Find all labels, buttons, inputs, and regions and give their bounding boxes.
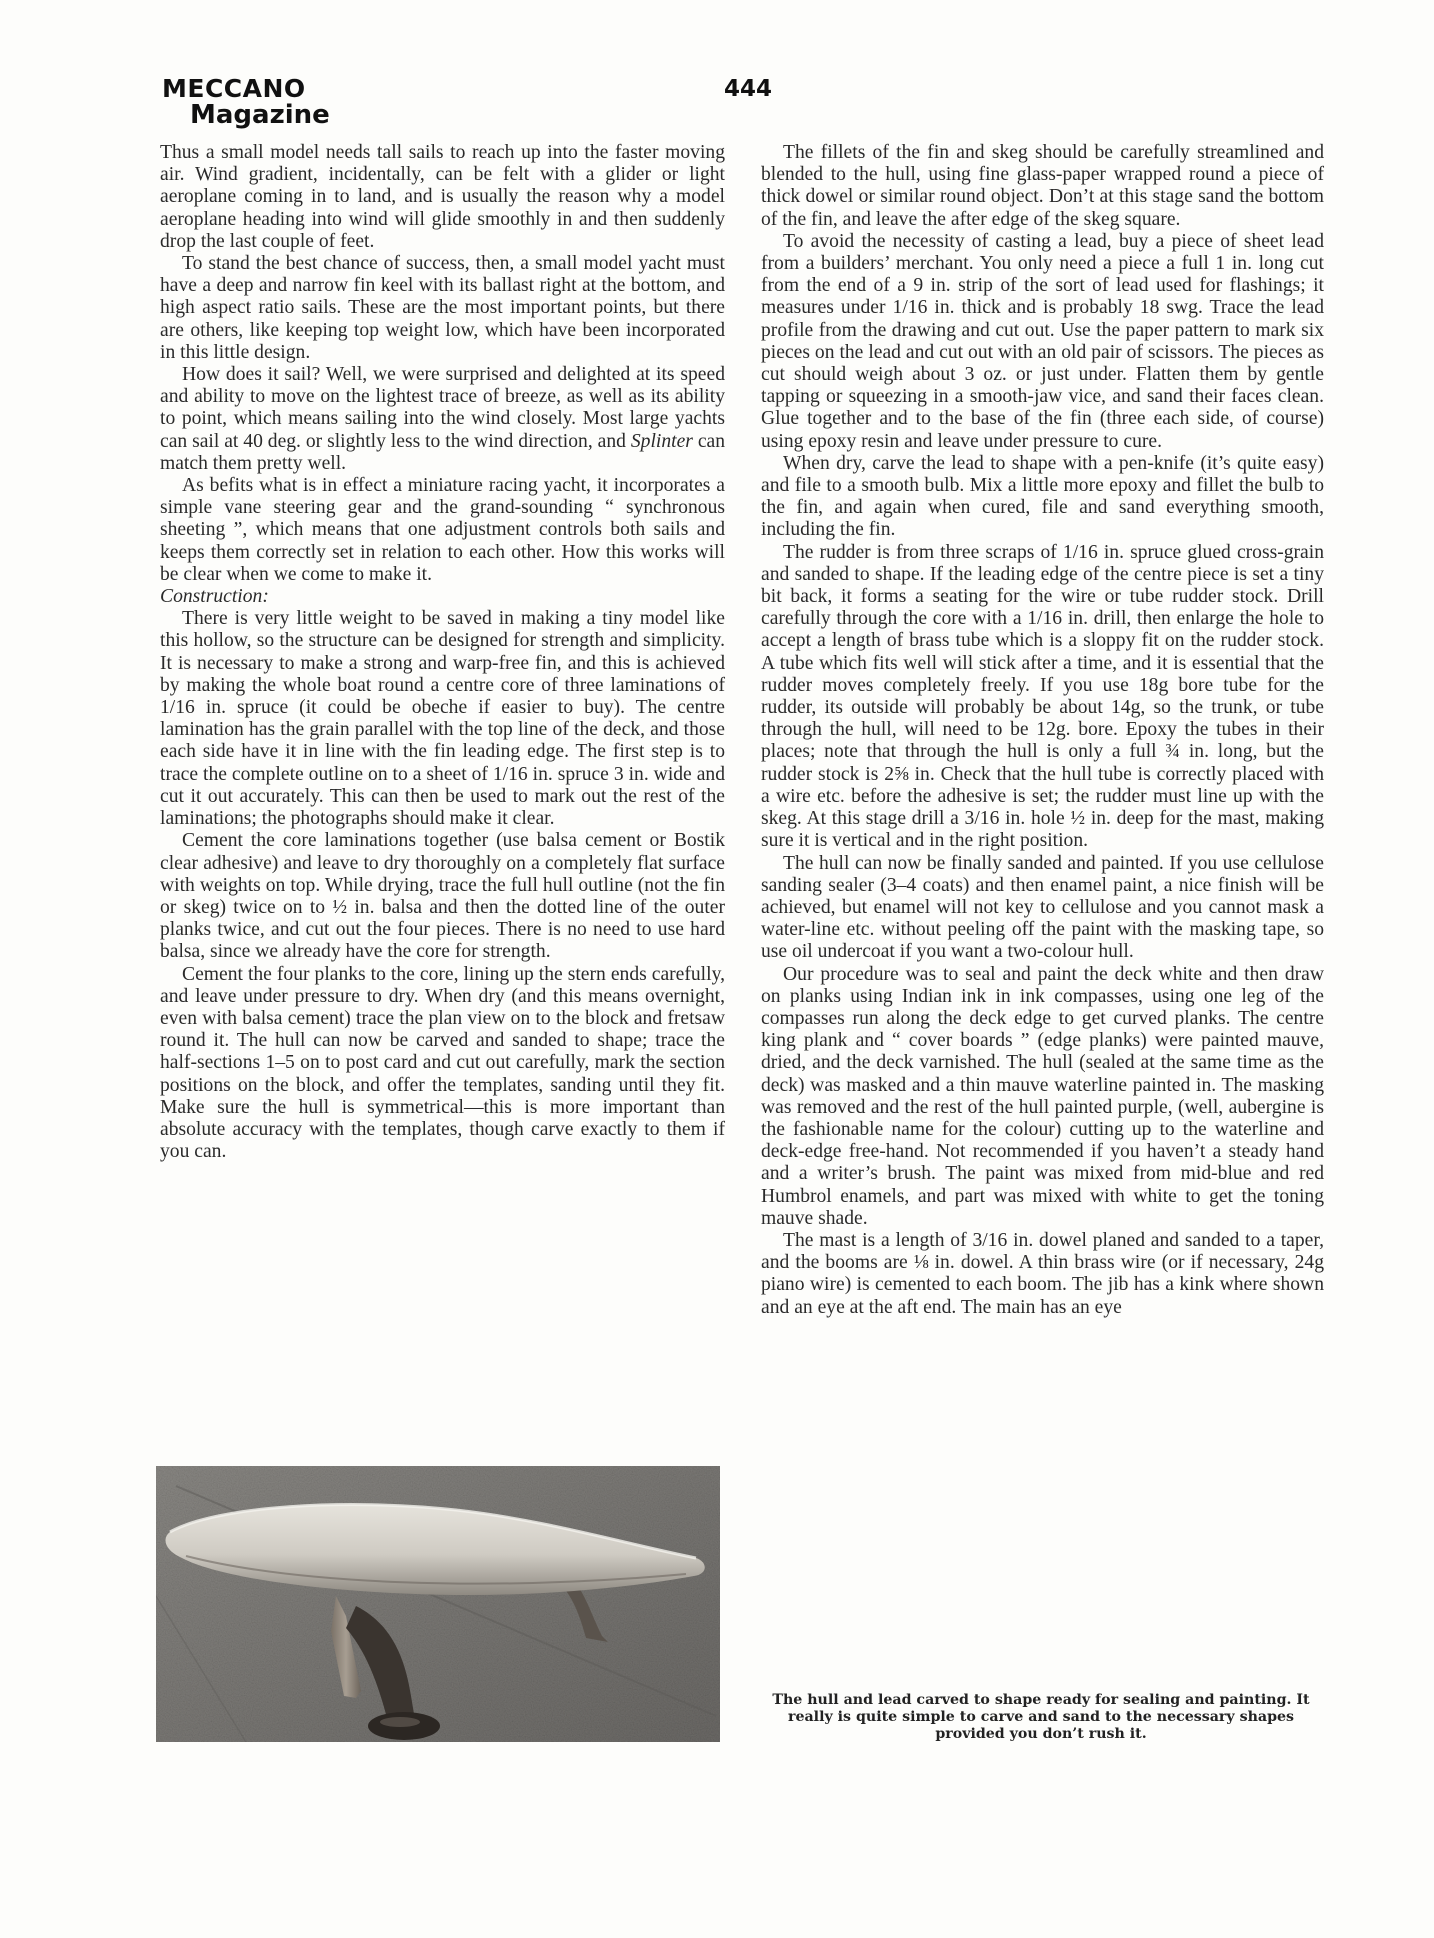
masthead (162, 76, 330, 130)
yacht-name: Splinter (630, 430, 693, 452)
page-number: 444 (724, 76, 773, 102)
masthead-subtitle: Magazine (190, 100, 330, 131)
paragraph: The hull can now be finally sanded and painted. If you use cellulose sanding sealer (3–4 coats) and then enamel paint, a nice finish will be achieved, but enamel will not key to cellulose and you cannot mask a water-line etc. without peeling off the paint with the masking tape, so use oil undercoat if you want a two-colour hull. (761, 852, 1324, 963)
paragraph (160, 364, 725, 475)
paragraph: The rudder is from three scraps of 1/16 in. spruce glued cross-grain and sanded to shape. If the leading edge of the centre piece is set a tiny bit back, it forms a seating for the wire or tube rudder stock. Drill carefully through the core with a 1/16 in. drill, then enlarge the hole to accept a length of brass tube which is a sloppy fit on the rudder stock. A tube which fits well will stick after a time, and it is essential that the rudder moves completely freely. If you use 18g bore tube for the rudder, its outside will probably be about 14g, so the trunk, or tube through the hull, will need to be 12g. bore. Epoxy the tubes in their places; note that through the hull is only a full ¾ in. long, but the rudder stock is 2⅝ in. Check that the hull tube is correctly placed with a wire etc. before the adhesive is set; the rudder must line up with the skeg. At this stage drill a 3/16 in. hole ½ in. deep for the mast, making sure it is vertical and in the right position. (761, 541, 1324, 852)
paragraph: Our procedure was to seal and paint the deck white and then draw on planks using Indian ink in ink compasses, using one leg of the compasses run along the deck edge to get curved planks. The centre king plank and “ cover boards ” (edge planks) were painted mauve, dried, and the deck varnished. The hull (sealed at the same time as the deck) was masked and a thin mauve waterline painted in. The masking was removed and the rest of the hull painted purple, (well, aubergine is the fashionable name for the colour) cutting up to the waterline and deck-edge free-hand. Not recommended if you haven’t a steady hand and a writer’s brush. The paint was mixed from mid-blue and red Humbrol enamels, and part was mixed with white to get the toning mauve shade. (761, 963, 1324, 1229)
hull-photo-image (156, 1466, 720, 1742)
paragraph: Cement the four planks to the core, lining up the stern ends carefully, and leave under pressure to dry. When dry (and this means overnight, even with balsa cement) trace the plan view on to the block and fretsaw round it. The hull can now be carved and sanded to shape; trace the half-sections 1–5 on to post card and cut out carefully, mark the section positions on the block, and offer the templates, sanding until they fit. Make sure the hull is symmetrical—this is more important than absolute accuracy with the templates, though carve exactly to them if you can. (160, 963, 725, 1163)
paragraph: The fillets of the fin and skeg should be carefully streamlined and blended to the hull, using fine glass-paper wrapped round a piece of thick dowel or similar round object. Don’t at this stage sand the bottom of the fin, and leave the after edge of the skeg square. (761, 142, 1324, 230)
paragraph: When dry, carve the lead to shape with a pen-knife (it’s quite easy) and file to a smooth bulb. Mix a little more epoxy and fillet the bulb to the fin, and again when cured, file and sand everything smooth, including the fin. (761, 452, 1324, 541)
photo-caption: The hull and lead carved to shape ready for sealing and painting. It really is quite simple to carve and sand to the necessary shapes provided you don’t rush it. (772, 1692, 1310, 1742)
right-column (761, 142, 1324, 1319)
paragraph: Thus a small model needs tall sails to reach up into the faster moving air. Wind gradient, incidentally, can be felt with a glider or light aeroplane coming in to land, and is usually the reason why a model aeroplane heading into wind will glide smoothly in and then suddenly drop the last couple of feet. (160, 142, 725, 252)
paragraph: There is very little weight to be saved in making a tiny model like this hollow, so the structure can be designed for strength and simplicity. It is necessary to make a strong and warp-free fin, and this is achieved by making the whole boat round a centre core of three laminations of 1/16 in. spruce (it could be obeche if easier to buy). The centre lamination has the grain parallel with the top line of the deck, and those each side have it in line with the fin leading edge. The first step is to trace the complete outline on to a sheet of 1/16 in. spruce 3 in. wide and cut it out accurately. This can then be used to mark out the rest of the laminations; the photographs should make it clear. (160, 608, 725, 830)
paragraph: The mast is a length of 3/16 in. dowel planed and sanded to a taper, and the booms are ⅛ in. dowel. A thin brass wire (or if necessary, 24g piano wire) is cemented to each boom. The jib has a kink where shown and an eye at the aft end. The main has an eye (761, 1229, 1324, 1318)
masthead-title: MECCANO (162, 74, 306, 103)
text-run: How does it sail? Well, we were surprised and delighted at its speed and ability to move on the lightest trace of breeze, as well as its ability to point, which means sailing into the wind closely. Most large yachts can sail at 40 deg. or slightly less to the wind direction, and (160, 364, 725, 452)
left-column (160, 142, 725, 1163)
paragraph: To avoid the necessity of casting a lead, buy a piece of sheet lead from a builders’ merchant. You only need a piece a full 1 in. long cut from the end of a 9 in. strip of the sort of lead used for flashings; it measures under 1/16 in. thick and is probably 18 swg. Trace the lead profile from the drawing and cut out. Use the paper pattern to mark six pieces on the lead and cut out with an old pair of scissors. The pieces as cut should weigh about 3 oz. or just under. Flatten them by gentle tapping or squeezing in a smooth-jaw vice, and sand their faces clean. Glue together and to the base of the fin (three each side, of course) using epoxy resin and leave under pressure to cure. (761, 230, 1324, 452)
paragraph: To stand the best chance of success, then, a small model yacht must have a deep and narrow fin keel with its ballast right at the bottom, and high aspect ratio sails. These are the most important points, but there are others, like keeping top weight low, which have been incorporated in this little design. (160, 253, 725, 363)
text-run: can match them pretty well. (160, 430, 726, 474)
section-heading: Construction: (160, 586, 269, 608)
paragraph: As befits what is in effect a miniature racing yacht, it incorporates a simple vane steering gear and the grand-sounding “ synchronous sheeting ”, which means that one adjustment controls both sails and keeps them correctly set in relation to each other. How this works will be clear when we come to make it. (160, 475, 725, 585)
hull-photo (156, 1466, 720, 1742)
paragraph: Cement the core laminations together (use balsa cement or Bostik clear adhesive) and leave to dry thoroughly on a completely flat surface with weights on top. While drying, trace the full hull outline (not the fin or skeg) twice on to ½ in. balsa and then the dotted line of the outer planks twice, and cut out the four pieces. There is no need to use hard balsa, since we already have the core for strength. (160, 830, 725, 963)
